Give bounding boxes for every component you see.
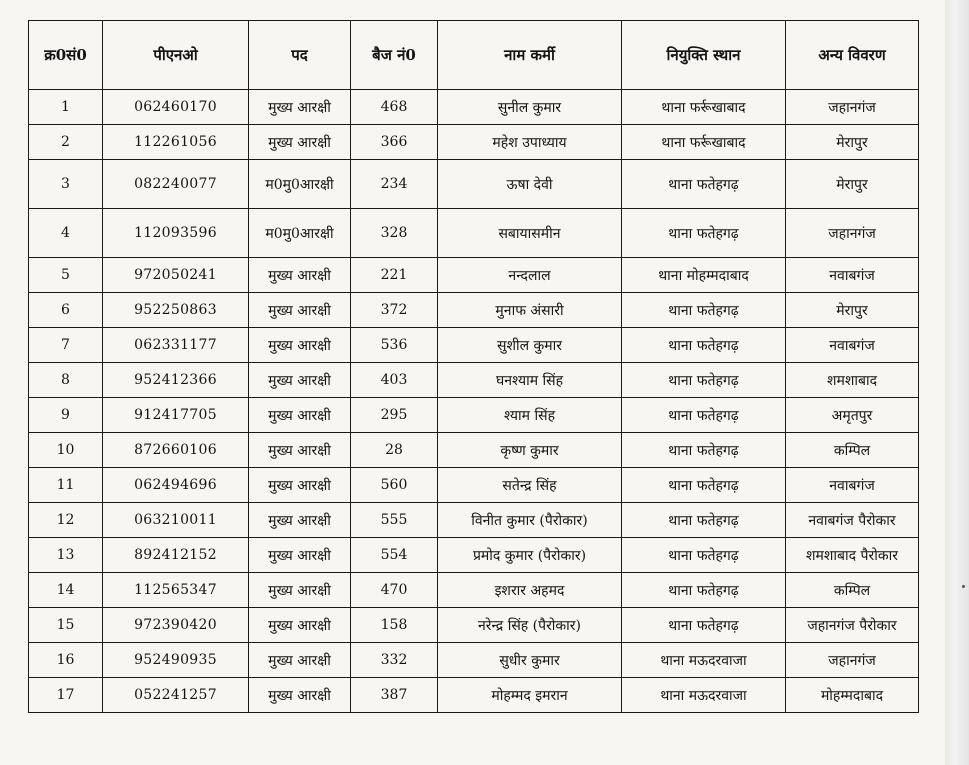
header-pno: पीएनओ: [103, 21, 249, 90]
serial-cell: 10: [29, 433, 103, 468]
badge-cell: 554: [351, 538, 438, 573]
table-row: [29, 293, 919, 328]
other-details-cell: कम्पिल: [786, 573, 919, 608]
badge-cell: 328: [351, 209, 438, 258]
posting-cell: थाना फतेहगढ़: [622, 328, 786, 363]
badge-cell: 387: [351, 678, 438, 713]
name-cell: सुशील कुमार: [438, 328, 622, 363]
other-details-cell: कम्पिल: [786, 433, 919, 468]
serial-cell: 8: [29, 363, 103, 398]
other-details-cell: जहानगंज: [786, 209, 919, 258]
other-details-cell: मेरापुर: [786, 160, 919, 209]
badge-cell: 221: [351, 258, 438, 293]
other-details-cell: नवाबगंज: [786, 258, 919, 293]
edge-mark: [962, 585, 965, 588]
name-cell: महेश उपाध्याय: [438, 125, 622, 160]
serial-cell: 17: [29, 678, 103, 713]
other-details-cell: जहानगंज पैरोकार: [786, 608, 919, 643]
other-details-cell: मेरापुर: [786, 293, 919, 328]
posting-cell: थाना फतेहगढ़: [622, 293, 786, 328]
page-edge: [945, 0, 969, 765]
pno-cell: 063210011: [103, 503, 249, 538]
table-row: [29, 363, 919, 398]
other-details-cell: नवाबगंज: [786, 328, 919, 363]
name-cell: मुनाफ अंसारी: [438, 293, 622, 328]
serial-cell: 11: [29, 468, 103, 503]
post-cell: मुख्य आरक्षी: [249, 293, 351, 328]
posting-cell: थाना फतेहगढ़: [622, 468, 786, 503]
posting-cell: थाना फतेहगढ़: [622, 503, 786, 538]
pno-cell: 872660106: [103, 433, 249, 468]
name-cell: इशरार अहमद: [438, 573, 622, 608]
table-row: [29, 328, 919, 363]
name-cell: विनीत कुमार (पैरोकार): [438, 503, 622, 538]
post-cell: मुख्य आरक्षी: [249, 573, 351, 608]
pno-cell: 972050241: [103, 258, 249, 293]
name-cell: कृष्ण कुमार: [438, 433, 622, 468]
serial-cell: 7: [29, 328, 103, 363]
posting-cell: थाना फर्रूखाबाद: [622, 125, 786, 160]
pno-cell: 062460170: [103, 90, 249, 125]
pno-cell: 112261056: [103, 125, 249, 160]
pno-cell: 082240077: [103, 160, 249, 209]
pno-cell: 112565347: [103, 573, 249, 608]
name-cell: ऊषा देवी: [438, 160, 622, 209]
serial-cell: 14: [29, 573, 103, 608]
posting-cell: थाना फतेहगढ़: [622, 398, 786, 433]
table-row: [29, 160, 919, 209]
name-cell: नन्दलाल: [438, 258, 622, 293]
pno-cell: 892412152: [103, 538, 249, 573]
serial-cell: 2: [29, 125, 103, 160]
header-posting-place: नियुक्ति स्थान: [622, 21, 786, 90]
posting-cell: थाना मोहम्मदाबाद: [622, 258, 786, 293]
post-cell: मुख्य आरक्षी: [249, 503, 351, 538]
table-row: [29, 209, 919, 258]
header-row: [29, 21, 919, 90]
serial-cell: 6: [29, 293, 103, 328]
posting-cell: थाना फतेहगढ़: [622, 608, 786, 643]
table-row: [29, 573, 919, 608]
name-cell: मोहम्मद इमरान: [438, 678, 622, 713]
table-row: [29, 678, 919, 713]
post-cell: मुख्य आरक्षी: [249, 608, 351, 643]
badge-cell: 366: [351, 125, 438, 160]
table-row: [29, 90, 919, 125]
header-other-details: अन्य विवरण: [786, 21, 919, 90]
header-serial-no: क्र0सं0: [29, 21, 103, 90]
serial-cell: 5: [29, 258, 103, 293]
serial-cell: 13: [29, 538, 103, 573]
other-details-cell: अमृतपुर: [786, 398, 919, 433]
serial-cell: 16: [29, 643, 103, 678]
table-row: [29, 398, 919, 433]
serial-cell: 15: [29, 608, 103, 643]
header-employee-name: नाम कर्मी: [438, 21, 622, 90]
other-details-cell: जहानगंज: [786, 643, 919, 678]
table-row: [29, 608, 919, 643]
pno-cell: 052241257: [103, 678, 249, 713]
post-cell: मुख्य आरक्षी: [249, 328, 351, 363]
pno-cell: 972390420: [103, 608, 249, 643]
badge-cell: 560: [351, 468, 438, 503]
posting-cell: थाना फतेहगढ़: [622, 538, 786, 573]
pno-cell: 952250863: [103, 293, 249, 328]
serial-cell: 3: [29, 160, 103, 209]
pno-cell: 912417705: [103, 398, 249, 433]
table-row: [29, 643, 919, 678]
badge-cell: 470: [351, 573, 438, 608]
serial-cell: 1: [29, 90, 103, 125]
other-details-cell: मोहम्मदाबाद: [786, 678, 919, 713]
post-cell: मुख्य आरक्षी: [249, 125, 351, 160]
pno-cell: 062494696: [103, 468, 249, 503]
serial-cell: 9: [29, 398, 103, 433]
badge-cell: 158: [351, 608, 438, 643]
posting-cell: थाना फतेहगढ़: [622, 363, 786, 398]
pno-cell: 952412366: [103, 363, 249, 398]
post-cell: मुख्य आरक्षी: [249, 538, 351, 573]
other-details-cell: जहानगंज: [786, 90, 919, 125]
other-details-cell: नवाबगंज: [786, 468, 919, 503]
badge-cell: 234: [351, 160, 438, 209]
table-row: [29, 468, 919, 503]
other-details-cell: शमशाबाद पैरोकार: [786, 538, 919, 573]
badge-cell: 555: [351, 503, 438, 538]
post-cell: मुख्य आरक्षी: [249, 468, 351, 503]
name-cell: सबायासमीन: [438, 209, 622, 258]
name-cell: श्याम सिंह: [438, 398, 622, 433]
posting-cell: थाना फतेहगढ़: [622, 160, 786, 209]
name-cell: प्रमोद कुमार (पैरोकार): [438, 538, 622, 573]
badge-cell: 332: [351, 643, 438, 678]
posting-cell: थाना मऊदरवाजा: [622, 643, 786, 678]
posting-cell: थाना मऊदरवाजा: [622, 678, 786, 713]
serial-cell: 12: [29, 503, 103, 538]
badge-cell: 28: [351, 433, 438, 468]
name-cell: घनश्याम सिंह: [438, 363, 622, 398]
name-cell: सुधीर कुमार: [438, 643, 622, 678]
post-cell: मुख्य आरक्षी: [249, 643, 351, 678]
table-row: [29, 433, 919, 468]
table-row: [29, 538, 919, 573]
name-cell: सुनील कुमार: [438, 90, 622, 125]
post-cell: म0मु0आरक्षी: [249, 209, 351, 258]
other-details-cell: शमशाबाद: [786, 363, 919, 398]
posting-cell: थाना फतेहगढ़: [622, 209, 786, 258]
name-cell: नरेन्द्र सिंह (पैरोकार): [438, 608, 622, 643]
serial-cell: 4: [29, 209, 103, 258]
pno-cell: 952490935: [103, 643, 249, 678]
other-details-cell: नवाबगंज पैरोकार: [786, 503, 919, 538]
badge-cell: 295: [351, 398, 438, 433]
personnel-table: [28, 20, 919, 713]
post-cell: मुख्य आरक्षी: [249, 433, 351, 468]
posting-cell: थाना फतेहगढ़: [622, 433, 786, 468]
table-row: [29, 258, 919, 293]
name-cell: सतेन्द्र सिंह: [438, 468, 622, 503]
header-badge-no: बैज नं0: [351, 21, 438, 90]
post-cell: मुख्य आरक्षी: [249, 90, 351, 125]
posting-cell: थाना फर्रूखाबाद: [622, 90, 786, 125]
table-row: [29, 125, 919, 160]
header-post: पद: [249, 21, 351, 90]
pno-cell: 062331177: [103, 328, 249, 363]
table-row: [29, 503, 919, 538]
post-cell: मुख्य आरक्षी: [249, 258, 351, 293]
other-details-cell: मेरापुर: [786, 125, 919, 160]
post-cell: मुख्य आरक्षी: [249, 398, 351, 433]
post-cell: मुख्य आरक्षी: [249, 678, 351, 713]
posting-cell: थाना फतेहगढ़: [622, 573, 786, 608]
badge-cell: 468: [351, 90, 438, 125]
badge-cell: 536: [351, 328, 438, 363]
pno-cell: 112093596: [103, 209, 249, 258]
post-cell: मुख्य आरक्षी: [249, 363, 351, 398]
badge-cell: 372: [351, 293, 438, 328]
post-cell: म0मु0आरक्षी: [249, 160, 351, 209]
badge-cell: 403: [351, 363, 438, 398]
